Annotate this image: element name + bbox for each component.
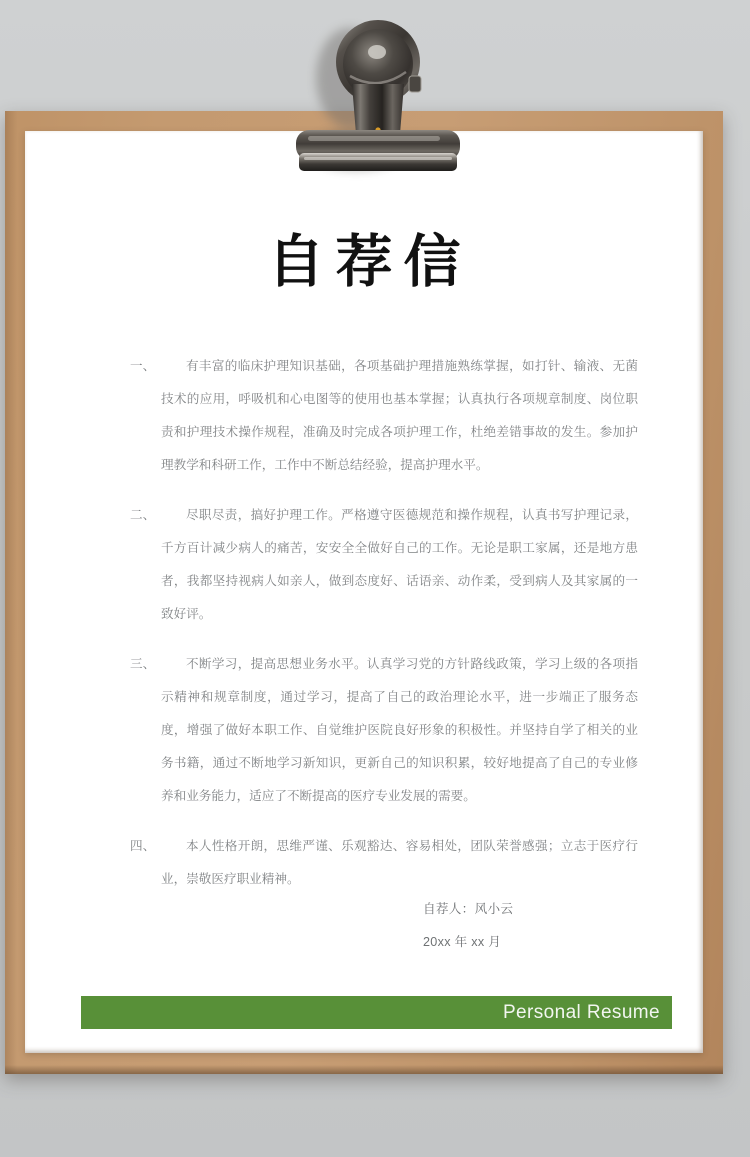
signature-author: 自荐人：风小云	[423, 902, 514, 916]
list-item	[130, 830, 638, 896]
paragraph-number: 二、	[130, 508, 156, 522]
paragraph-text: 尽职尽责，搞好护理工作。严格遵守医德规范和操作规程，认真书写护理记录，千方百计减少病人的痛苦，安安全全做好自己的工作。无论是职工家属，还是地方患者，我都坚持视病人如亲人，做到态度好、话语亲、动作柔，受到病人及其家属的一致好评。	[161, 508, 638, 621]
paragraph-number: 一、	[130, 359, 156, 373]
signature-date: 20xx 年 xx 月	[423, 935, 502, 949]
paragraph-text: 不断学习，提高思想业务水平。认真学习党的方针路线政策，学习上级的各项指示精神和规章制度，通过学习，提高了自己的政治理论水平，进一步端正了服务态度，增强了做好本职工作、自觉维护医院良好形象的积极性。并坚持自学了相关的业务书籍，通过不断地学习新知识，更新自己的知识积累，较好地提高了自己的专业修养和业务能力，适应了不断提高的医疗专业发展的需要。	[161, 657, 638, 803]
clipboard-bottom-bevel	[5, 1065, 723, 1074]
paragraph-text: 有丰富的临床护理知识基础，各项基础护理措施熟练掌握，如打针、输液、无菌技术的应用，呼吸机和心电图等的使用也基本掌握；认真执行各项规章制度、岗位职责和护理技术操作规程，准确及时完成各项护理工作，杜绝差错事故的发生。参加护理教学和科研工作，工作中不断总结经验，提高护理水平。	[161, 359, 638, 472]
page-title: 自荐信	[267, 231, 472, 294]
paragraph-number: 三、	[130, 657, 156, 671]
list-item	[130, 499, 638, 631]
clipboard-left-bevel	[5, 111, 17, 1074]
list-item	[130, 350, 638, 482]
footer-accent-bar	[81, 996, 672, 1029]
signature-block	[423, 893, 653, 959]
document-body	[25, 131, 703, 1053]
paper-sheet	[25, 131, 703, 1053]
paragraph-list	[130, 350, 638, 913]
paragraph-text: 本人性格开朗，思维严谨、乐观豁达、容易相处，团队荣誉感强；立志于医疗行业，崇敬医疗职业精神。	[161, 839, 638, 886]
paragraph-number: 四、	[130, 839, 156, 853]
footer-label: Personal Resume	[502, 1002, 660, 1023]
list-item	[130, 648, 638, 813]
